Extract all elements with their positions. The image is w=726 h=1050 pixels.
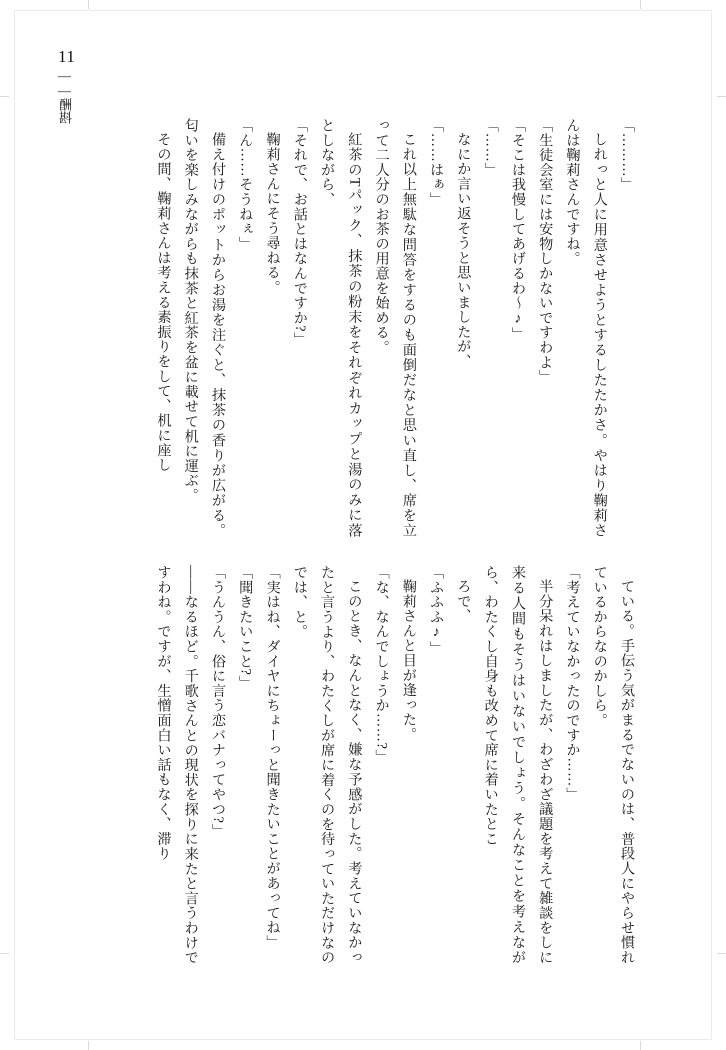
running-head: ——酬斟 xyxy=(57,68,72,124)
paragraph: ている。手伝う気がまるでないのは、普段人にやらせ慣れているからなのかしら。 xyxy=(591,565,635,965)
crop-mark-bottom-right xyxy=(640,1041,641,1050)
paragraph: 「ん……そうねぇ」 xyxy=(237,118,254,252)
crop-mark-left-top xyxy=(0,96,9,97)
paragraph: 「………」 xyxy=(619,118,635,192)
paragraph: 半分呆れはしましたが、わざわざ議題を考えて雑談をしに来る人間もそうはいないでしょう。そんなことを考えながら、わたくし自身も改めて席に着いたとこ xyxy=(482,565,554,965)
crop-mark-right-bottom xyxy=(717,953,726,954)
paragraph: 「そこは我慢してあげるわ〜♪」 xyxy=(509,118,526,342)
paragraph: ——なるほど。千歌さんとの現状を探りに来たと言うわけですわね。ですが、生憎面白い話もなく、滞り xyxy=(155,565,199,965)
paragraph: ろで、 xyxy=(455,579,472,624)
paragraph: その間、鞠莉さんは考える素振りをして、机に座し xyxy=(155,132,172,473)
paragraph: 鞠莉さんと目が逢った。 xyxy=(400,579,417,742)
paragraph: 「それで、お話とはなんですか?」 xyxy=(291,118,308,347)
paragraph: しれっと人に用意させようとするしたたかさ。やはり鞠莉さんは鞠莉さんですね。 xyxy=(564,118,608,538)
paragraph: 「ふふふ♪」 xyxy=(428,565,445,656)
crop-mark-top-left xyxy=(88,0,89,9)
paragraph: 鞠莉さんにそう尋ねる。 xyxy=(264,132,281,295)
paragraph: なにか言い返そうと思いましたが、 xyxy=(455,132,472,369)
page-number: 11 xyxy=(58,47,76,66)
paragraph: 「……はぁ」 xyxy=(428,118,445,207)
paragraph: 「考えていなかったのですか……」 xyxy=(564,565,581,802)
paragraph: このとき、なんとなく、嫌な予感がした。考えていなかったと言うより、わたくしが席に着くのを待っていただけなのでは、と。 xyxy=(291,565,363,965)
paragraph: 「うんうん、俗に言う恋バナってやつ?」 xyxy=(210,565,227,839)
paragraph: 「聞きたいこと?」 xyxy=(237,565,254,691)
paragraph: これ以上無駄な問答をするのも面倒だなと思い直し、席を立って二人分のお茶の用意を始める。 xyxy=(373,118,417,538)
paragraph: 「……」 xyxy=(482,118,499,178)
crop-mark-left-bottom xyxy=(0,953,9,954)
body-text-lower xyxy=(110,565,640,965)
paragraph: 「生徒会室には安物しかないですわよ」 xyxy=(537,118,554,385)
paragraph: 備え付けのポットからお湯を注ぐと、抹茶の香りが広がる。匂いを楽しみながらも抹茶と紅茶を盆に載せて机に運ぶ。 xyxy=(182,118,227,538)
body-text-upper xyxy=(110,118,640,538)
crop-mark-bottom-left xyxy=(88,1041,89,1050)
paragraph: 紅茶のTパック、抹茶の粉末をそれぞれカップと湯のみに落としながら、 xyxy=(319,118,363,538)
paragraph: 「な、なんでしょうか……?」 xyxy=(373,565,390,765)
crop-mark-top-right xyxy=(640,0,641,9)
paragraph: 「実はね、ダイヤにちょーっと聞きたいことがあってね」 xyxy=(264,565,281,950)
crop-mark-right-top xyxy=(717,96,726,97)
